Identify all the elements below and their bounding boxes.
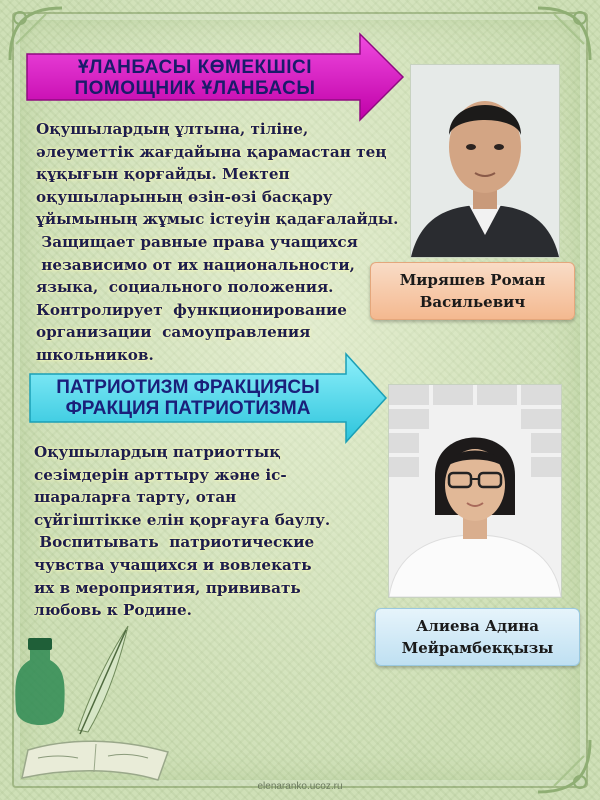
ink-quill-book-illustration xyxy=(8,620,188,790)
person-portrait-icon xyxy=(411,65,559,257)
text-line: ұйымының жұмыс істеуін қадағалайды. xyxy=(36,210,399,229)
section2-title-kz: ПАТРИОТИЗМ ФРАКЦИЯСЫ xyxy=(56,377,320,399)
section1-title-ru: ПОМОЩНИК ҰЛАНБАСЫ xyxy=(74,78,316,99)
text-line: оқушыларының өзін-өзі басқару xyxy=(36,187,333,206)
person1-patronymic: Васильевич xyxy=(419,293,526,311)
text-line: их в мероприятия, прививать xyxy=(34,578,301,597)
person2-patronymic: Мейрамбекқызы xyxy=(401,639,554,657)
text-line: сезімдерін арттыру және іс- xyxy=(34,465,287,484)
person-portrait-icon xyxy=(389,385,561,597)
section1-description xyxy=(36,118,399,367)
corner-ornament-icon xyxy=(534,4,594,64)
person2-photo xyxy=(388,384,562,598)
text-line: независимо от их национальности, xyxy=(36,255,355,274)
text-line: Воспитывать патриотические xyxy=(34,533,315,552)
watermark-url: elenaranko.ucoz.ru xyxy=(257,781,343,792)
section2-description xyxy=(34,441,334,622)
person1-photo xyxy=(410,64,560,258)
person1-name-card xyxy=(370,262,575,320)
text-line: шараларға тарту, отан xyxy=(34,488,237,507)
person1-name: Миряшев Роман xyxy=(399,271,546,289)
text-line: құқығын қорғайды. Мектеп xyxy=(36,165,290,184)
text-line: любовь к Родине. xyxy=(34,601,192,620)
section1-title-kz: ҰЛАНБАСЫ КӨМЕКШІСІ xyxy=(78,57,312,79)
text-line: сүйгіштікке елін қорғауға баулу. xyxy=(34,510,331,529)
person2-name-card xyxy=(375,608,580,666)
section1-title-arrow xyxy=(25,32,405,122)
text-line: чувства учащихся и вовлекать xyxy=(34,555,312,574)
text-line: Оқушылардың ұлтына, тіліне, xyxy=(36,120,309,138)
text-line: Оқушылардың патриоттық xyxy=(34,443,281,461)
text-line: языка, социального положения. xyxy=(36,278,334,297)
text-line: әлеуметтік жағдайына қарамастан тең xyxy=(36,142,387,161)
person2-name: Алиева Адина xyxy=(416,617,539,635)
text-line: Контролирует функционирование xyxy=(36,300,347,319)
text-line: Защищает равные права учащихся xyxy=(36,232,358,251)
quill-pen-icon xyxy=(8,620,188,790)
section2-title-arrow xyxy=(28,352,388,444)
text-line: организации самоуправления xyxy=(36,323,311,342)
text-line: школьников. xyxy=(36,345,154,364)
section2-title-ru: ФРАКЦИЯ ПАТРИОТИЗМА xyxy=(65,398,311,419)
